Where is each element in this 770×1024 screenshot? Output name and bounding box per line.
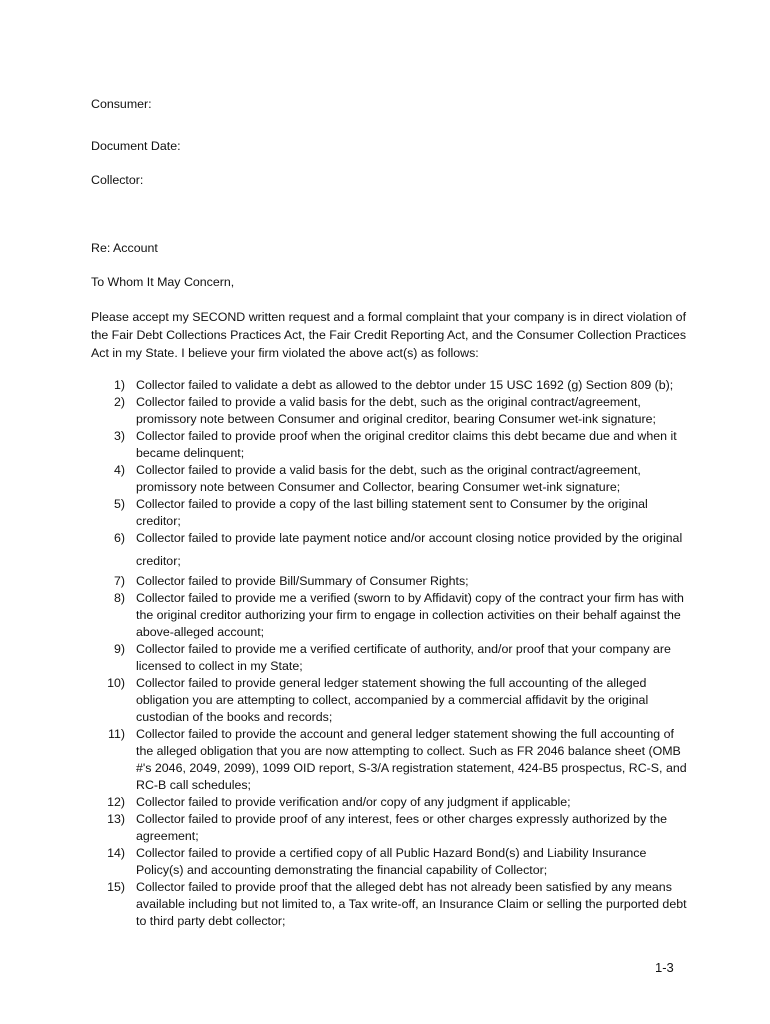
list-item-line: Policy(s) and accounting demonstrating the financial capability of Collector; (136, 863, 548, 877)
list-item-number: 3) (113, 429, 125, 443)
list-item (0, 590, 770, 641)
salutation: To Whom It May Concern, (91, 275, 235, 289)
list-item-line: the alleged obligation that you are now attempting to collect. Such as FR 2046 balance sheet (OMB (136, 744, 681, 758)
document-date-label: Document Date: (91, 139, 181, 153)
list-item (0, 573, 770, 590)
list-item-line: agreement; (136, 829, 199, 843)
consumer-label: Consumer: (91, 97, 152, 111)
list-item-number: 10) (107, 676, 125, 690)
list-item (0, 462, 770, 496)
list-item-number: 5) (113, 497, 125, 511)
list-item-line: custodian of the books and records; (136, 710, 333, 724)
list-item-line: Collector failed to provide proof of any interest, fees or other charges expressly authorized by the (136, 812, 668, 826)
list-item (0, 811, 770, 845)
list-item-line: Collector failed to provide Bill/Summary of Consumer Rights; (136, 574, 469, 588)
list-item (0, 428, 770, 462)
list-item-line: creditor; (136, 514, 181, 528)
list-item (0, 794, 770, 811)
list-item-line: Collector failed to provide proof that the alleged debt has not already been satisfied by any means (136, 880, 672, 894)
list-item (0, 394, 770, 428)
list-item-number: 4) (113, 463, 125, 477)
list-item-line: RC-B call schedules; (136, 778, 252, 792)
list-item-number: 13) (107, 812, 125, 826)
list-item-line: Collector failed to validate a debt as allowed to the debtor under 15 USC 1692 (g) Section 809 (b); (136, 378, 674, 392)
list-item (0, 675, 770, 726)
list-item-line: Collector failed to provide verification and/or copy of any judgment if applicable; (136, 795, 571, 809)
list-item-line: Collector failed to provide a valid basis for the debt, such as the original contract/agreement, (136, 463, 641, 477)
list-item-number: 7) (113, 574, 125, 588)
page-number: 1-3 (655, 960, 674, 975)
list-item-number: 12) (107, 795, 125, 809)
list-item-number: 9) (113, 642, 125, 656)
list-item-line: promissory note between Consumer and original creditor, bearing Consumer wet-ink signature; (136, 412, 656, 426)
re-account-label: Re: Account (91, 241, 158, 255)
list-item-number: 2) (113, 395, 125, 409)
list-item (0, 726, 770, 794)
list-item-line: Collector failed to provide me a verified (sworn to by Affidavit) copy of the contract your firm has with (136, 591, 684, 605)
intro-line: the Fair Debt Collections Practices Act, the Fair Credit Reporting Act, and the Consumer Collection Practices (91, 328, 687, 342)
violations-list (0, 377, 770, 930)
list-item-line: Collector failed to provide a valid basis for the debt, such as the original contract/agreement, (136, 395, 641, 409)
list-item-line: Collector failed to provide a certified copy of all Public Hazard Bond(s) and Liability Insurance (136, 846, 647, 860)
list-item-number: 11) (108, 727, 125, 741)
list-item-number: 15) (107, 880, 125, 894)
list-item (0, 879, 770, 930)
list-item-line: creditor; (136, 554, 181, 568)
list-item (0, 377, 770, 394)
list-item (0, 641, 770, 675)
list-item-line: above-alleged account; (136, 625, 265, 639)
list-item-line: Collector failed to provide the account and general ledger statement showing the full accounting of (136, 727, 674, 741)
list-item-line: licensed to collect in my State; (136, 659, 303, 673)
collector-label: Collector: (91, 173, 144, 187)
list-item-line: became delinquent; (136, 446, 245, 460)
list-item-line: #'s 2046, 2049, 2099), 1099 OID report, S-3/A registration statement, 424-B5 prospectus, RC-S, and (136, 761, 687, 775)
list-item-line: to third party debt collector; (136, 914, 286, 928)
list-item-number: 14) (107, 846, 125, 860)
list-item-line: promissory note between Consumer and Collector, bearing Consumer wet-ink signature; (136, 480, 621, 494)
list-item-number: 1) (113, 378, 125, 392)
list-item (0, 496, 770, 530)
list-item-line: the original creditor authorizing your firm to engage in collection activities on their behalf against the (136, 608, 681, 622)
list-item-line: Collector failed to provide proof when the original creditor claims this debt became due and when it (136, 429, 677, 443)
list-item-line: Collector failed to provide me a verified certificate of authority, and/or proof that your company are (136, 642, 671, 656)
intro-paragraph (91, 308, 711, 362)
list-item (0, 845, 770, 879)
list-item-line: Collector failed to provide a copy of the last billing statement sent to Consumer by the original (136, 497, 648, 511)
list-item-line: obligation you are attempting to collect, accompanied by a commercial affidavit by the original (136, 693, 649, 707)
list-item-line: available including but not limited to, a Tax write-off, an Insurance Claim or selling the purported debt (136, 897, 687, 911)
list-item-line: Collector failed to provide general ledger statement showing the full accounting of the alleged (136, 676, 647, 690)
intro-line: Please accept my SECOND written request and a formal complaint that your company is in direct violation of (91, 310, 687, 324)
list-item-line: Collector failed to provide late payment notice and/or account closing notice provided by the original (136, 531, 683, 545)
list-item (0, 530, 770, 573)
intro-line: Act in my State. I believe your firm violated the above act(s) as follows: (91, 346, 479, 360)
list-item-number: 8) (113, 591, 125, 605)
list-item-number: 6) (113, 531, 125, 545)
